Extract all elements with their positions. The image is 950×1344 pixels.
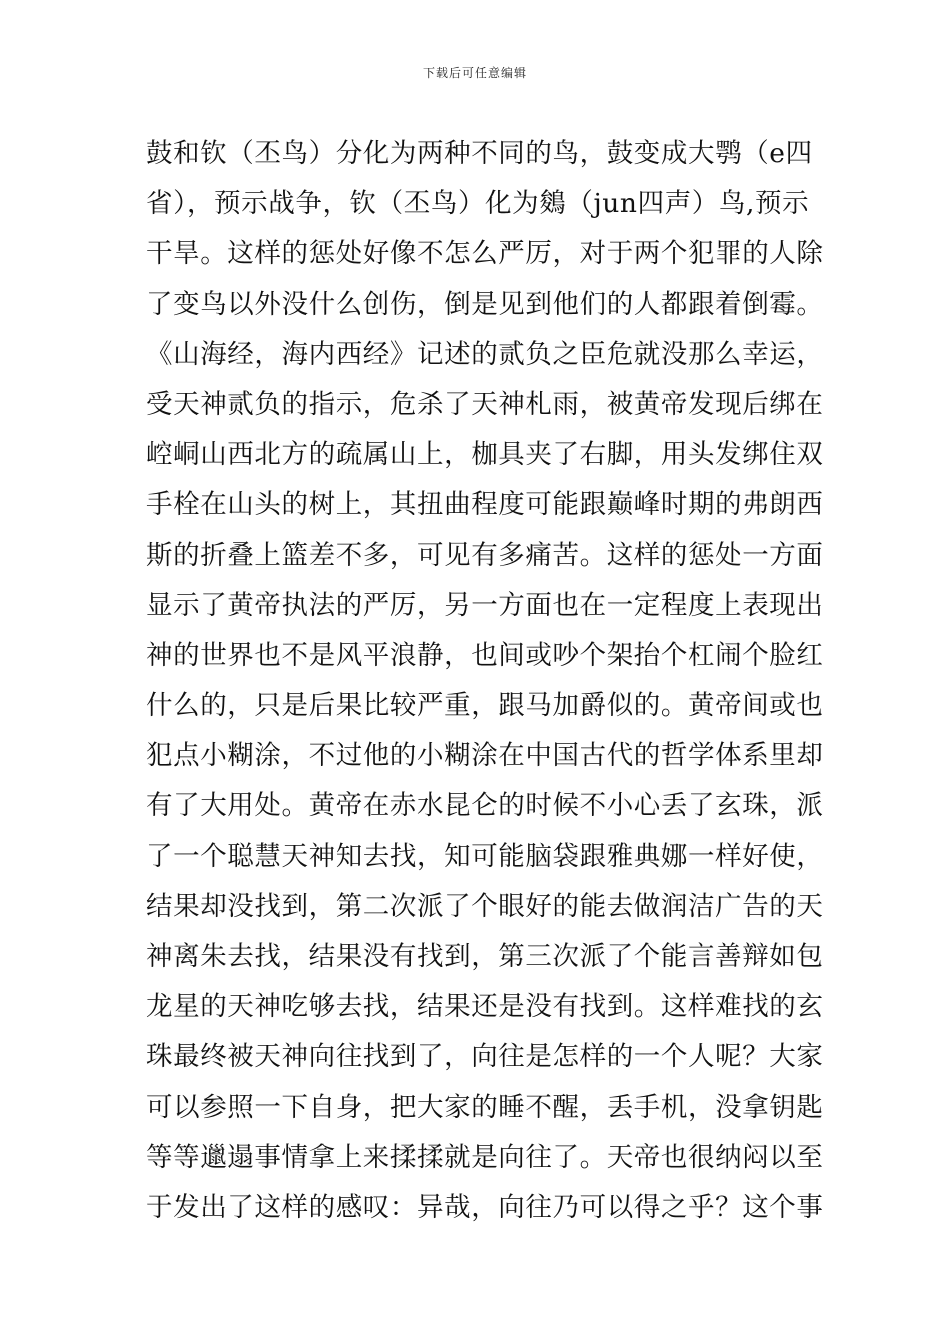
text-line-17: 神离朱去找，结果没有找到，第三次派了个能言善辩如包 <box>146 941 824 972</box>
text-line-13: 犯点小糊涂，不过他的小糊涂在中国古代的哲学体系里却 <box>146 740 824 772</box>
text-line-2: 省），预示战争，钦（丕鸟）化为鵕（jun四声）鸟,预示 <box>146 188 810 220</box>
text-line-22: 于发出了这样的感叹：异哉，向往乃可以得之乎？这个事 <box>146 1191 824 1223</box>
text-line-18: 龙星的天神吃够去找，结果还是没有找到。这样难找的玄 <box>146 991 824 1023</box>
page-header: 下载后可任意编辑 <box>422 66 527 80</box>
text-line-14: 有了大用处。黄帝在赤水昆仑的时候不小心丢了玄珠，派 <box>146 790 824 822</box>
text-line-6: 受天神贰负的指示，危杀了天神札雨，被黄帝发现后绑在 <box>146 388 824 420</box>
text-line-1: 鼓和钦（丕鸟）分化为两种不同的鸟，鼓变成大鹗（e四 <box>146 138 813 169</box>
text-line-11: 神的世界也不是风平浪静，也间或吵个架抬个杠闹个脸红 <box>146 639 824 671</box>
text-line-20: 可以参照一下自身，把大家的睡不醒，丢手机，没拿钥匙 <box>146 1091 824 1123</box>
text-line-7: 崆峒山西北方的疏属山上，枷具夹了右脚，用头发绑住双 <box>146 439 824 471</box>
text-line-10: 显示了黄帝执法的严厉，另一方面也在一定程度上表现出 <box>146 589 824 621</box>
text-line-12: 什么的，只是后果比较严重，跟马加爵似的。黄帝间或也 <box>146 690 824 722</box>
text-line-15: 了一个聪慧天神知去找，知可能脑袋跟雅典娜一样好使， <box>146 840 824 872</box>
body-text <box>146 129 824 1233</box>
text-line-9: 斯的折叠上篮差不多，可见有多痛苦。这样的惩处一方面 <box>146 539 824 571</box>
text-line-21: 等等邋遢事情拿上来揉揉就是向往了。天帝也很纳闷以至 <box>146 1141 824 1173</box>
text-line-4: 了变鸟以外没什么创伤，倒是见到他们的人都跟着倒霉。 <box>146 288 824 320</box>
text-line-3: 干旱。这样的惩处好像不怎么严厉，对于两个犯罪的人除 <box>146 238 824 270</box>
text-line-16: 结果却没找到，第二次派了个眼好的能去做润洁广告的天 <box>146 890 824 922</box>
text-line-19: 珠最终被天神向往找到了，向往是怎样的一个人呢？大家 <box>146 1041 824 1073</box>
text-line-8: 手栓在山头的树上，其扭曲程度可能跟巅峰时期的弗朗西 <box>146 489 824 521</box>
text-line-5: 《山海经，海内西经》记述的贰负之臣危就没那么幸运， <box>146 338 824 370</box>
